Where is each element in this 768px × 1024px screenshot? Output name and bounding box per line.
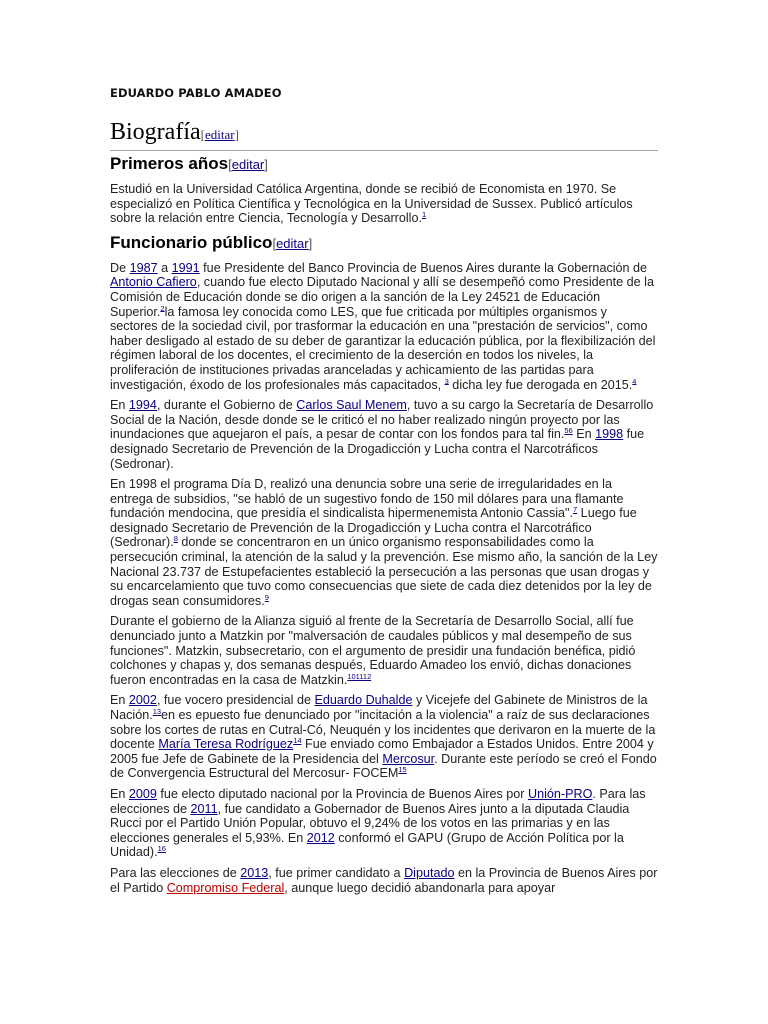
link-2013[interactable]: 2013 [240, 865, 269, 880]
link-carlos-saul-menem[interactable]: Carlos Saul Menem [296, 398, 407, 413]
link-2011[interactable]: 2011 [190, 801, 218, 816]
paragraph-primeros-anos: Estudió en la Universidad Católica Argentina, donde se recibió de Economista en 1970. Se especializó en Política Científica y Tecnológica en la Universidad de Sussex. Publicó artículos sobre la relación entre Ciencia, Tecnología y Desarrollo.$^1$ [110, 182, 633, 226]
link-diputado[interactable]: Diputado [404, 865, 455, 880]
subsection-heading-text: Primeros años [110, 154, 229, 173]
link-mercosur[interactable]: Mercosur [382, 751, 435, 766]
link-1987[interactable]: 1987 [129, 260, 158, 275]
paragraph-elecciones-2013: Para las elecciones de 2013, fue primer candidato a Diputado en la Provincia de Buenos Aires por el Partido Compromiso Federal, aunque luego decidió abandonarla para apoyar [110, 865, 658, 895]
link-union-pro[interactable]: Unión-PRO [528, 786, 593, 801]
edit-section-link-wrap: [editar] [228, 157, 268, 172]
paragraph-alianza: Durante el gobierno de la Alianza siguió al frente de la Secretaría de Desarrollo Social, allí fue denunciado junto a Matzkin por "malversación de caudales públicos y mal desempeño de sus funciones". Matzkin, subsecretario, con el argumento de presidir una fundación benéfica, pidió colchones y chapas y, dos semanas después, Eduardo Amadeo los envió, dichas donaciones fueron encontradas en la casa de Matzkin.$^{101112}$ [110, 614, 636, 687]
reference-marker[interactable]: 4 [632, 376, 637, 386]
reference-marker[interactable]: 14 [293, 736, 302, 745]
link-2012[interactable]: 2012 [306, 830, 335, 845]
section-heading-biografia [110, 118, 658, 151]
link-compromiso-federal[interactable]: Compromiso Federal [166, 880, 285, 895]
subsection-heading-text: Funcionario público [110, 232, 273, 252]
edit-link[interactable]: editar [276, 235, 309, 251]
paragraph-programa-dia-d: En 1998 el programa Día D, realizó una denuncia sobre una serie de irregularidades en la entrega de subsidios, "se habló de un sugestivo fondo de 150 mil dólares para una flamante fundación mendocina, que presidía el sindicalista hipermenemista Antonio Cassia".$^7$ Luego fue designado Secretario de Prevención de la Drogadicción y Lucha contra el Narcotráfico (Sedronar).$^8$ donde se concentraron en un único organismo responsabilidades como la persecución criminal, la atención de la salud y la prevención. Ese mismo año, la sanción de la Ley Nacional 23.737 de Estupefacientes estableció la persecución a las personas que usan drogas y su encarcelamiento que tuvo como consecuencias que siete de cada diez detenidos por la ley de drogas sean consumidores.$^9$ [110, 477, 658, 608]
edit-link[interactable]: editar [231, 157, 265, 172]
reference-marker[interactable]: 1 [421, 210, 427, 219]
edit-section-link-wrap: [editar] [200, 127, 239, 142]
reference-marker[interactable]: 8 [173, 534, 178, 544]
document-title: EDUARDO PABLO AMADEO [110, 86, 282, 100]
link-1994[interactable]: 1994 [128, 398, 157, 413]
reference-marker[interactable]: 56 [564, 426, 573, 436]
paragraph-desarrollo-social: En 1994, durante el Gobierno de Carlos Saul Menem, tuvo a su cargo la Secretaría de Desarrollo Social de la Nación, desde donde se le criticó el no haber realizado ningún proyecto por las inundaciones que aquejaron el país, a pesar de contar con los fondos para tal fin.$^{56}$ En 1998 fue designado Secretario de Prevención de la Drogadicción y Lucha contra el Narcotráficos (Sedronar). [110, 398, 654, 471]
link-maria-teresa-rodriguez[interactable]: María Teresa Rodríguez [158, 737, 294, 752]
reference-marker[interactable]: 16 [157, 844, 166, 854]
reference-marker[interactable]: 3 [444, 376, 449, 386]
subsection-heading-primeros-anos [110, 153, 658, 176]
reference-marker[interactable]: 13 [152, 706, 162, 716]
paragraph-diputado-nacional: En 2009 fue electo diputado nacional por la Provincia de Buenos Aires por Unión-PRO. Para las elecciones de 2011, fue candidato a Gobernador de Buenos Aires junto a la diputada Claudia Rucci por el Partido Unión Popular, obtuvo el 9,24% de los votos en las primarias y en las elecciones generales el 5,93%. En 2012 conformó el GAPU (Grupo de Acción Política por la Unidad).$^{16}$ [110, 786, 646, 860]
reference-marker[interactable]: 15 [398, 765, 407, 775]
reference-marker[interactable]: 101112 [347, 671, 372, 681]
subsection-heading-funcionario-publico [110, 232, 658, 255]
edit-section-link-wrap: [editar] [272, 235, 313, 251]
link-2009[interactable]: 2009 [128, 786, 157, 801]
link-2002[interactable]: 2002 [128, 693, 157, 708]
link-1998[interactable]: 1998 [595, 427, 624, 442]
reference-marker[interactable]: 9 [264, 592, 269, 602]
edit-link[interactable]: editar [204, 127, 235, 142]
reference-marker[interactable]: 7 [573, 505, 578, 515]
paragraph-banco-provincia: De 1987 a 1991 fue Presidente del Banco Provincia de Buenos Aires durante la Gobernación de Antonio Cafiero, cuando fue electo Diputado Nacional y allí se desempeñó como Presidente de la Comisión de Educación donde se dio origen a la sanción de la Ley 24521 de Educación Superior.$^2$la famosa ley conocida como LES, que fue criticada por múltiples organismos y sectores de la sociedad civil, por trasformar la educación en una "prestación de servicios", como haber desligado al estado de su deber de garantizar la educación pública, por la flexibilización del régimen laboral de los docentes, el crecimiento de la deserción en todos los niveles, la proliferación de instituciones privadas aranceladas y achicamiento de las partidas para investigación, éxodo de los profesionales más capacitados, $^3$ dicha ley fue derogada en 2015.$^4$ [110, 260, 656, 392]
link-1991[interactable]: 1991 [171, 260, 200, 275]
link-eduardo-duhalde[interactable]: Eduardo Duhalde [314, 693, 413, 708]
link-antonio-cafiero[interactable]: Antonio Cafiero [110, 275, 197, 290]
reference-marker[interactable]: 2 [160, 303, 165, 313]
article-content [110, 118, 658, 901]
section-heading-text: Biografía [110, 119, 201, 145]
paragraph-vocero-presidencial: En 2002, fue vocero presidencial de Eduardo Duhalde y Vicejefe del Gabinete de Ministros de la Nación.$^{13}$en es epuesto fue denunciado por "incitación a la violencia" a raíz de sus declaraciones sobre los cortes de rutas en Cutral-Có, Neuquén y los incidentes que derivaron en la muerte de la docente María Teresa Rodríguez$^{14}$ Fue enviado como Embajador a Estados Unidos. Entre 2004 y 2005 fue Jefe de Gabinete de la Presidencia del Mercosur. Durante este período se creó el Fondo de Convergencia Estructural del Mercosur- FOCEM$^{15}$ [110, 693, 657, 781]
